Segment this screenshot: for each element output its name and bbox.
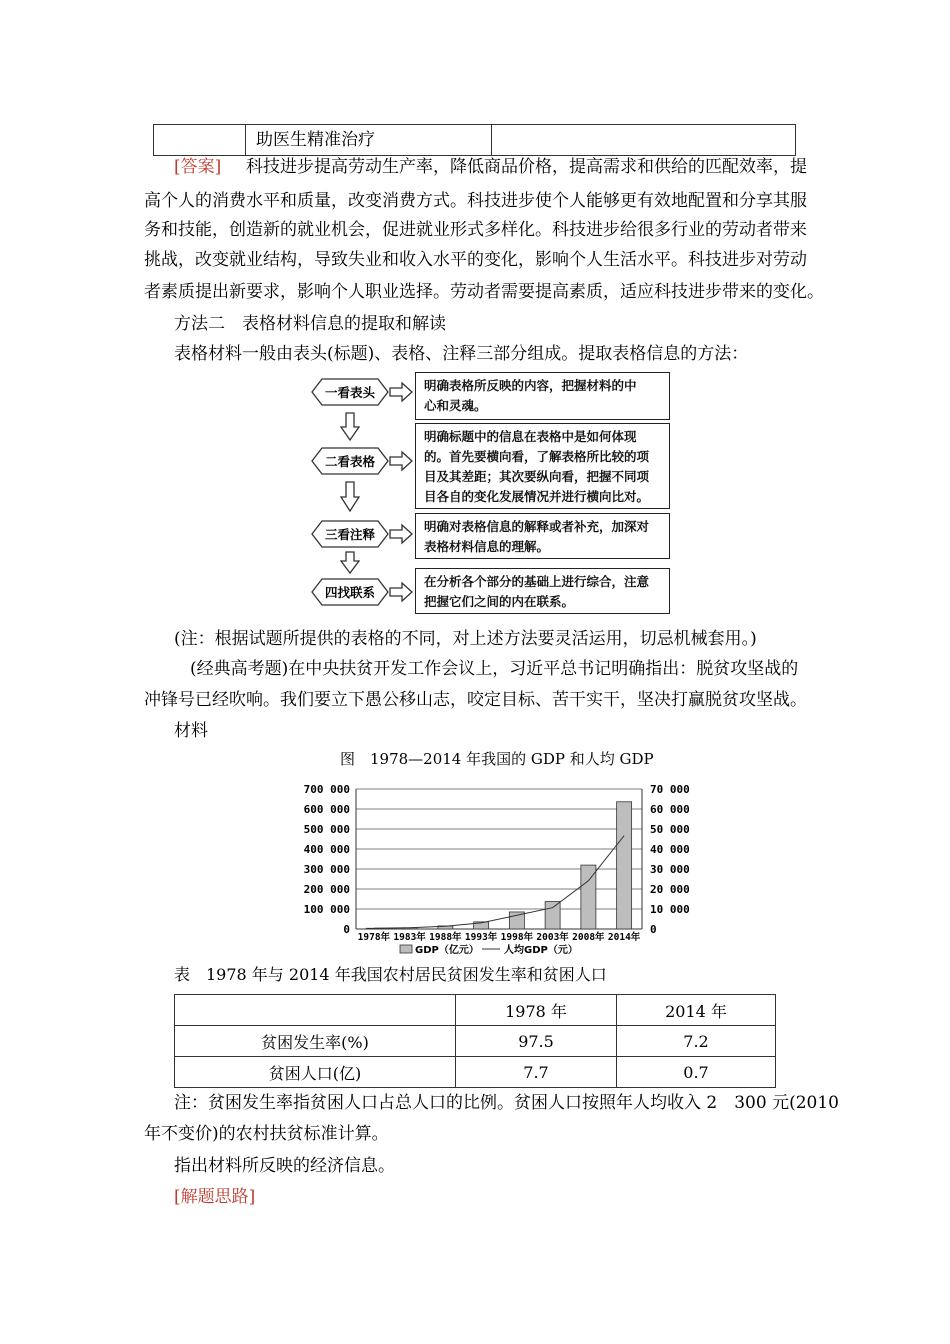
x-tick-label: 1998年	[500, 932, 534, 943]
table-header-row	[175, 995, 776, 1026]
table-cell: 0.7	[617, 1057, 776, 1088]
solution-tag: [解题思路]	[174, 1187, 256, 1207]
right-tick-label: 30 000	[650, 863, 690, 876]
x-tick-label: 2008年	[572, 932, 605, 943]
answer-line-5: 者素质提出新要求，影响个人职业选择。劳动者需要提高素质，适应科技进步带来的变化。	[144, 282, 824, 302]
left-tick-label: 0	[343, 923, 350, 936]
chart-canvas	[290, 746, 710, 960]
poverty-table	[174, 994, 776, 1088]
flow-step-4-desc: 在分析各个部分的基础上进行综合，注意 把握它们之间的内在联系。	[415, 568, 670, 614]
gdp-chart	[290, 746, 710, 960]
right-tick-label: 10 000	[650, 903, 690, 916]
right-tick-label: 40 000	[650, 843, 690, 856]
table-cell: 7.7	[456, 1057, 617, 1088]
right-tick-label: 60 000	[650, 803, 690, 816]
method-heading: 方法二 表格材料信息的提取和解读	[174, 314, 446, 334]
right-arrow-icon	[390, 525, 412, 543]
flow-step-3-desc: 明确对表格信息的解释或者补充，加深对 表格材料信息的理解。	[415, 513, 670, 559]
answer-line-1: 科技进步提高劳动生产率，降低商品价格，提高需求和供给的匹配效率，提	[246, 157, 807, 177]
left-tick-label: 500 000	[303, 823, 350, 836]
table-cell: 97.5	[456, 1026, 617, 1057]
right-tick-label: 50 000	[650, 823, 690, 836]
left-tick-label: 300 000	[303, 863, 350, 876]
right-tick-label: 0	[650, 923, 657, 936]
legend-bar-label: GDP（亿元）	[415, 945, 479, 956]
answer-tag: [答案]	[174, 157, 222, 177]
down-arrow-icon	[341, 552, 359, 573]
material-label: 材料	[174, 721, 208, 741]
right-arrow-icon	[390, 383, 412, 401]
flow-step-1-label: 一看表头	[324, 385, 375, 400]
answer-line-3: 务和技能，创造新的就业机会，促进就业形式多样化。科技进步给很多行业的劳动者带来	[144, 220, 807, 240]
task-text: 指出材料所反映的经济信息。	[174, 1156, 395, 1176]
flow-step-2-label: 二看表格	[324, 454, 375, 469]
answer-line-4: 挑战，改变就业结构，导致失业和收入水平的变化，影响个人生活水平。科技进步对劳动	[144, 250, 807, 270]
flow-diagram	[300, 372, 680, 617]
table-header-cell	[175, 995, 456, 1026]
right-tick-label: 70 000	[650, 783, 690, 796]
left-tick-label: 600 000	[303, 803, 350, 816]
legend-bar-swatch	[400, 945, 412, 953]
flow-step-2-desc: 明确标题中的信息在表格中是如何体现 的。首先要横向看，了解表格所比较的项 目及其差距；其次要纵向看，把握不同项 目各自的变化发展情况并进行横向比对。	[415, 423, 670, 509]
top-table-cell: 助医生精准治疗	[256, 130, 375, 150]
table-header-cell: 1978 年	[456, 995, 617, 1026]
gdp-bar	[617, 802, 632, 929]
legend-line-label: 人均GDP（元）	[504, 945, 578, 956]
question-line-1: (经典高考题)在中央扶贫开发工作会议上，习近平总书记明确指出：脱贫攻坚战的	[190, 659, 799, 679]
left-tick-label: 700 000	[303, 783, 350, 796]
question-line-2: 冲锋号已经吹响。我们要立下愚公移山志，咬定目标、苦干实干，坚决打赢脱贫攻坚战。	[144, 690, 807, 710]
method-intro: 表格材料一般由表头(标题)、表格、注释三部分组成。提取表格信息的方法：	[174, 344, 749, 364]
x-tick-label: 2014年	[607, 932, 641, 943]
table-cell: 贫困发生率(%)	[175, 1026, 456, 1057]
table-cell: 贫困人口(亿)	[175, 1057, 456, 1088]
down-arrow-icon	[341, 413, 359, 440]
left-tick-label: 400 000	[303, 843, 350, 856]
chart-title: 图 1978—2014 年我国的 GDP 和人均 GDP	[340, 750, 654, 768]
flow-step-4-label: 四找联系	[324, 585, 375, 600]
answer-line-2: 高个人的消费水平和质量，改变消费方式。科技进步使个人能够更有效地配置和分享其服	[144, 191, 807, 211]
gdp-bar	[545, 902, 560, 929]
table-note-line-1: 注：贫困发生率指贫困人口占总人口的比例。贫困人口按照年人均收入 2 300 元(2010	[174, 1093, 839, 1113]
table-row	[175, 1026, 776, 1057]
method-note: (注：根据试题所提供的表格的不同，对上述方法要灵活运用，切忌机械套用。)	[174, 629, 757, 649]
table-cell: 7.2	[617, 1026, 776, 1057]
right-tick-label: 20 000	[650, 883, 690, 896]
right-arrow-icon	[390, 583, 412, 601]
left-tick-label: 200 000	[303, 883, 350, 896]
left-tick-label: 100 000	[303, 903, 350, 916]
x-tick-label: 1988年	[429, 932, 462, 943]
table-row	[175, 1057, 776, 1088]
flow-step-1-desc: 明确表格所反映的内容，把握材料的中 心和灵魂。	[415, 372, 670, 420]
x-tick-label: 1983年	[393, 932, 426, 943]
right-arrow-icon	[390, 452, 412, 470]
x-tick-label: 1978年	[357, 932, 391, 943]
flow-step-3-label: 三看注释	[324, 527, 375, 542]
x-tick-label: 2003年	[536, 932, 569, 943]
table-title: 表 1978 年与 2014 年我国农村居民贫困发生率和贫困人口	[174, 965, 607, 984]
table-note-line-2: 年不变价)的农村扶贫标准计算。	[144, 1124, 389, 1144]
top-table	[153, 124, 796, 156]
table-header-cell: 2014 年	[617, 995, 776, 1026]
x-tick-label: 1993年	[464, 932, 498, 943]
down-arrow-icon	[341, 482, 359, 511]
